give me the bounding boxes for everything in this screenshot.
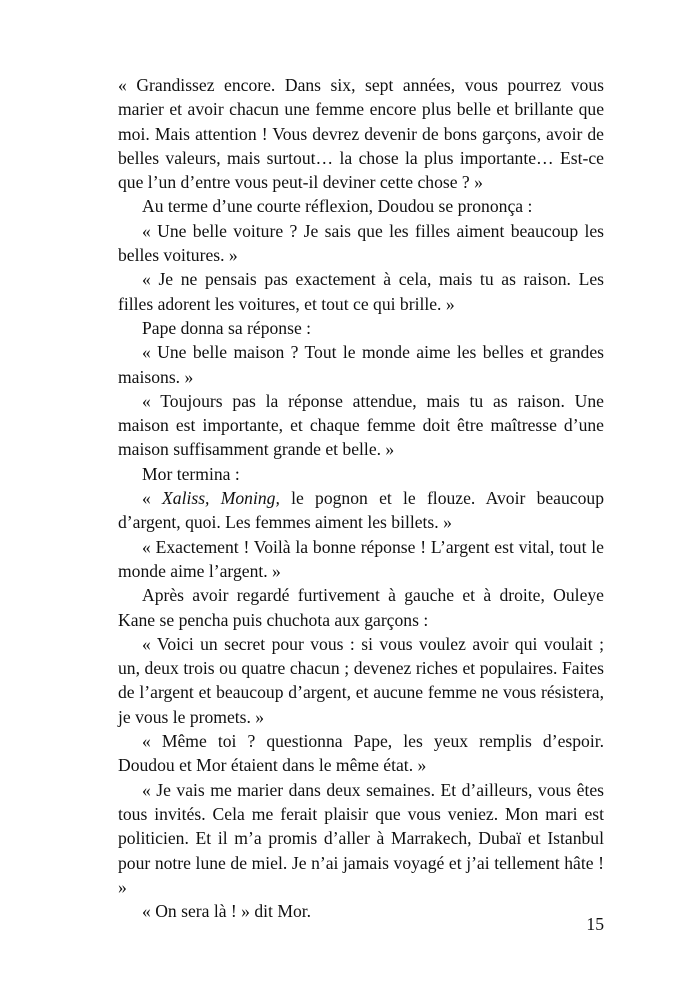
paragraph-9-italic: Xaliss, Moning, <box>162 488 280 509</box>
paragraph-11: Après avoir regardé furtivement à gauche et à droite, Ouleye Kane se pencha puis chuchota aux garçons : <box>118 585 604 630</box>
paragraph-12: « Voici un secret pour vous : si vous voulez avoir qui voulait ; un, deux trois ou quatre chacun ; devenez riches et populaires. Faites de l’argent et beaucoup d’argent, et aucune femme ne vous résistera, je vous le promets. » <box>118 633 604 727</box>
paragraph-4: « Je ne pensais pas exactement à cela, mais tu as raison. Les filles adorent les voitures, et tout ce qui brille. » <box>118 269 604 314</box>
paragraph-9-before: « <box>142 488 163 509</box>
paragraph-6: « Une belle maison ? Tout le monde aime les belles et grandes maisons. » <box>118 342 604 387</box>
page-number: 15 <box>586 914 604 934</box>
paragraph-10: « Exactement ! Voilà la bonne réponse ! L’argent est vital, tout le monde aime l’argent. » <box>118 536 604 581</box>
paragraph-9-after: le pognon et le flouze. Avoir beaucoup d’argent, quoi. Les femmes aiment les billets. » <box>118 488 604 533</box>
paragraph-7: « Toujours pas la réponse attendue, mais tu as raison. Une maison est importante, et chaque femme doit être maîtresse d’une maison suffisamment grande et belle. » <box>118 390 604 460</box>
paragraph-9 <box>118 486 604 535</box>
paragraph-14: « Je vais me marier dans deux semaines. Et d’ailleurs, vous êtes tous invités. Cela me ferait plaisir que vous veniez. Mon mari est politicien. Et il m’a promis d’aller à Marrakech, Dubaï et Istanbul pour notre lune de miel. Je n’ai jamais voyagé et j’ai tellement hâte ! » <box>118 779 604 897</box>
paragraph-3: « Une belle voiture ? Je sais que les filles aiment beaucoup les belles voitures. » <box>118 220 604 266</box>
body-text <box>118 73 604 923</box>
paragraph-1: « Grandissez encore. Dans six, sept années, vous pourrez vous marier et avoir chacun une femme encore plus belle et brillante que moi. Mais attention ! Vous devrez devenir de bons garçons, avoir de belles valeurs, mais surtout… la chose la plus importante… Est-ce que l’un d’entre vous peut-il deviner cette chose ? » <box>118 75 604 193</box>
paragraph-13: « Même toi ? questionna Pape, les yeux remplis d’espoir. Doudou et Mor étaient dans le même état. » <box>118 731 604 776</box>
paragraph-5: Pape donna sa réponse : <box>142 317 312 338</box>
paragraph-2: Au terme d’une courte réflexion, Doudou se prononça : <box>142 196 533 217</box>
paragraph-15: « On sera là ! » dit Mor. <box>142 901 312 922</box>
paragraph-8: Mor termina : <box>142 463 240 484</box>
